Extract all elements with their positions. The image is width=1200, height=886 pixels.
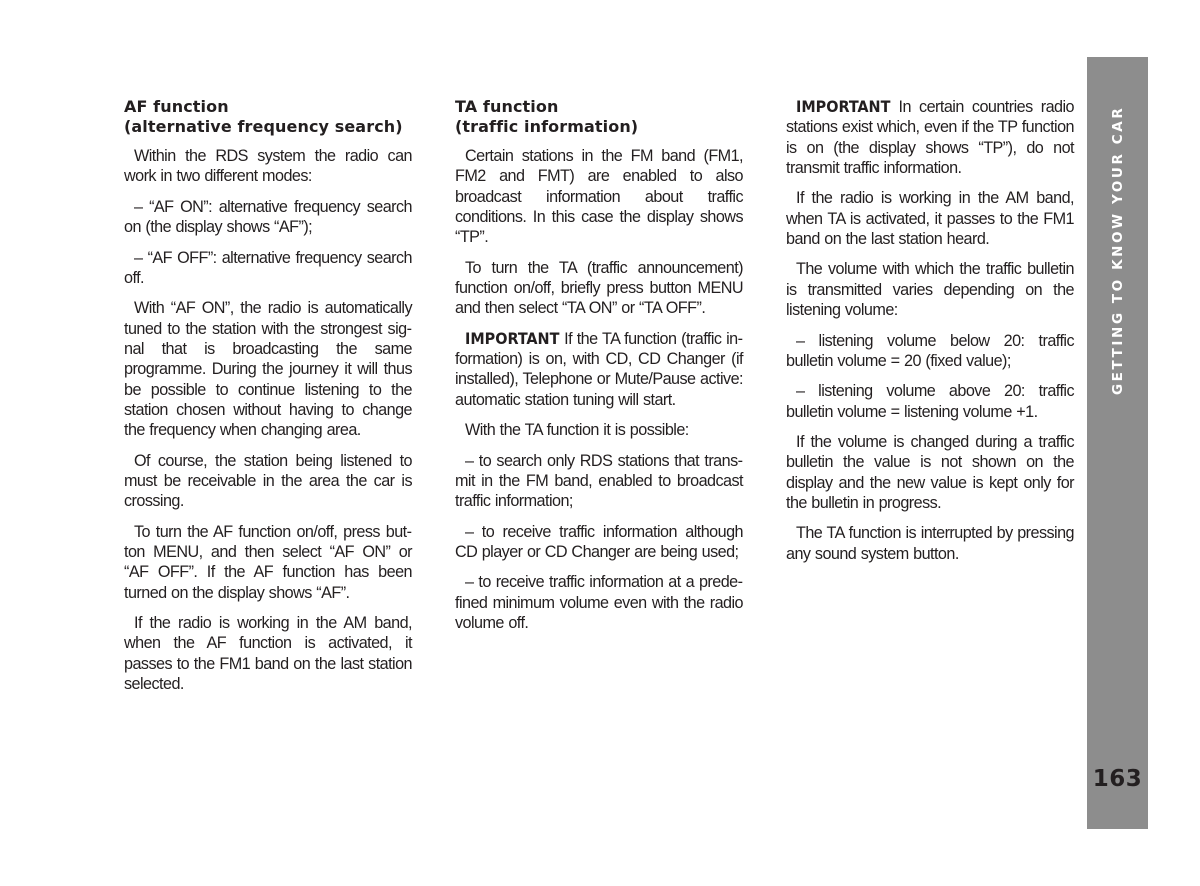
paragraph — [786, 523, 1074, 564]
paragraph — [124, 146, 412, 187]
paragraph — [455, 451, 743, 512]
paragraph-text: – to search only RDS stations that transmit in the FM band, enabled to broadcast traffic information; — [455, 451, 743, 511]
section-title: GETTING TO KNOW YOUR CAR — [1110, 105, 1126, 395]
paragraph-text: If the TA function (traffic information) is on, with CD, CD Changer (if installed), Telephone or Mute/Pause active: automatic station tuning will start. — [455, 329, 743, 409]
important-note — [786, 97, 1074, 178]
text-column-1 — [124, 97, 412, 704]
paragraph-text: – “AF OFF”: alternative frequency search off. — [124, 248, 412, 287]
paragraph — [786, 188, 1074, 249]
important-label: IMPORTANT — [796, 97, 891, 116]
paragraph-text: – “AF ON”: alternative frequency search on (the display shows “AF”); — [124, 197, 412, 237]
paragraph — [455, 146, 743, 247]
paragraph-text: If the volume is changed during a traffic bulletin the value is not shown on the display and the new value is kept only for the bulletin in progress. — [786, 433, 1074, 512]
paragraph-text: If the radio is working in the AM band, when TA is activated, it passes to the FM1 band on the last station heard. — [786, 189, 1074, 248]
paragraph — [786, 331, 1074, 372]
paragraph-text: – listening volume below 20: traffic bulletin volume = 20 (fixed value); — [786, 331, 1074, 370]
important-label: IMPORTANT — [465, 328, 560, 348]
paragraph-text: – to receive traffic information although CD player or CD Changer are being used; — [455, 522, 743, 561]
paragraph — [124, 197, 412, 238]
text-column-2 — [455, 97, 743, 644]
paragraph-text: The TA function is interrupted by pressing any sound system button. — [786, 524, 1074, 563]
paragraph — [455, 522, 743, 563]
section-heading — [455, 97, 743, 137]
paragraph — [786, 432, 1074, 513]
section-heading-line: (traffic information) — [455, 117, 639, 136]
paragraph — [124, 451, 412, 512]
paragraph — [124, 248, 412, 289]
paragraph — [455, 420, 743, 440]
paragraph — [124, 613, 412, 694]
important-note — [455, 329, 743, 410]
paragraph-text: To turn the AF function on/off, press button MENU, and then select “AF ON” or “AF OFF”. If the AF function has been turned on the display shows “AF”. — [124, 522, 412, 602]
section-heading-line: TA function — [455, 97, 559, 116]
paragraph — [455, 572, 743, 633]
paragraph — [455, 258, 743, 319]
text-column-3 — [786, 97, 1074, 574]
page-number: 163 — [1092, 766, 1143, 792]
paragraph-text: Of course, the station being listened to must be receivable in the area the car is crossing. — [124, 451, 412, 511]
section-heading-line: AF function — [124, 97, 229, 116]
paragraph-text: To turn the TA (traffic announcement) function on/off, briefly press button MENU and then select “TA ON” or “TA OFF”. — [455, 258, 743, 318]
paragraph-text: With “AF ON”, the radio is automatically tuned to the station with the strongest signal that is broadcasting the same programme. During the journey it will thus be possible to continue listening to the station chosen without having to change the frequency when changing area. — [124, 299, 412, 440]
paragraph-text: Certain stations in the FM band (FM1, FM2 and FMT) are enabled to also broadcast information about traffic conditions. In this case the display shows “TP”. — [455, 147, 743, 247]
paragraph — [786, 259, 1074, 320]
paragraph-text: If the radio is working in the AM band, when the AF function is activated, it passes to the FM1 band on the last station selected. — [124, 614, 412, 693]
paragraph-text: With the TA function it is possible: — [465, 421, 689, 440]
paragraph-text: In certain countries radio stations exist which, even if the TP function is on (the display shows “TP”), do not transmit traffic information. — [786, 98, 1074, 177]
section-heading-line: (alternative frequency search) — [124, 117, 403, 136]
paragraph-text: – to receive traffic information at a predefined minimum volume even with the radio volume off. — [455, 573, 743, 633]
paragraph — [124, 298, 412, 440]
section-heading — [124, 97, 412, 137]
paragraph-text: – listening volume above 20: traffic bulletin volume = listening volume +1. — [786, 382, 1074, 421]
paragraph-text: Within the RDS system the radio can work in two different modes: — [124, 147, 412, 186]
paragraph — [786, 381, 1074, 422]
paragraph-text: The volume with which the traffic bulletin is transmitted varies depending on the listening volume: — [786, 260, 1074, 320]
paragraph — [124, 522, 412, 603]
